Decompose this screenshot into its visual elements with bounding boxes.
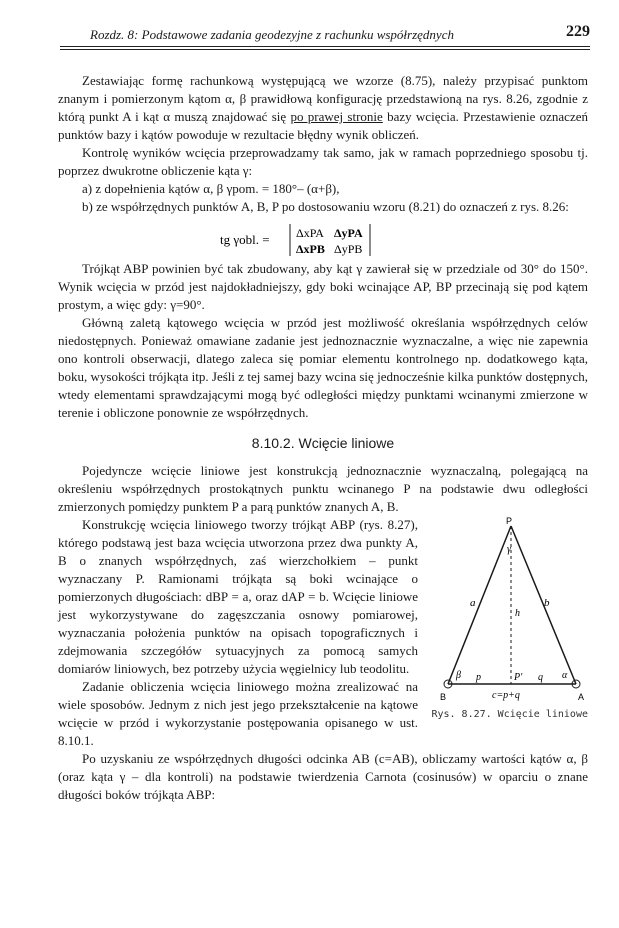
det-r2c2: ΔyPB [334, 242, 363, 256]
paragraph-1 [58, 72, 588, 144]
determinant-formula [58, 220, 588, 256]
label-alpha: α [562, 670, 568, 681]
label-P-prime: P' [514, 672, 523, 683]
running-header [60, 24, 590, 48]
label-beta: β [456, 670, 461, 681]
label-gamma: γ [507, 544, 511, 555]
paragraph-2: Kontrolę wyników wcięcia przeprowadzamy tak samo, jak w ramach poprzedniego sposobu tj. poprzez dwukrotne obliczenie kąta γ: [58, 145, 588, 178]
figure-caption: Rys. 8.27. Wcięcie liniowe [431, 709, 588, 720]
det-r2c1: ΔxPB [296, 242, 325, 256]
label-c: c=p+q [492, 690, 520, 701]
label-h: h [515, 608, 520, 619]
label-p: p [476, 672, 481, 683]
paragraph-8: Po uzyskaniu ze współrzędnych długości odcinka AB (c=AB), obliczamy wartości kątów α, β (oraz kąta γ – dla kontroli) na podstawie twierdzenia Carnota (cosinusów) w oparciu o znane długości boków trójkąta ABP: [58, 751, 588, 802]
formula-lhs: tg γobl. = [220, 232, 270, 247]
page-number: 229 [566, 23, 590, 40]
label-q: q [538, 672, 543, 683]
det-r1c1: ΔxPA [296, 226, 324, 240]
paragraph-4: Główną zaletą kątowego wcięcia w przód jest możliwość określania współrzędnych celów niedostępnych. Ponieważ omawiane zadanie jest jednoznacznie wyznaczalne, a więc nie zapewnia ono kontroli obserwacji, dlatego zaleca się pomiar elementu kontrolnego np. dodatkowego kąta, boku, wysokości trójkąta itp. Jeśli z tej samej bazy wcina się jednocześnie kilka punktów dostępnych, wtedy elementami sprawdzającymi mogą być odległości między punktami wcinanymi zmierzone w terenie i obliczone ponownie ze współrzędnych. [58, 315, 588, 420]
page-body [58, 72, 588, 804]
paragraph-5: Pojedyncze wcięcie liniowe jest konstrukcją jednoznacznie wyznaczalną, polegającą na określeniu współrzędnych prostokątnych punktu wcinanego P na podstawie dwu odległości zmierzonych pomiędzy punktem P a parą punktów znanych A, B. [58, 463, 588, 514]
label-A: A [578, 692, 585, 702]
header-title: Rozdz. 8: Podstawowe zadania geodezyjne z rachunku współrzędnych [90, 27, 454, 42]
paragraph-1-part-b: bazy wcięcia. Przestawienie oznaczeń punktów bazy i kątów powoduje w rezultacie błędny wynik obliczeń. [58, 109, 588, 142]
paragraph-7-start [58, 678, 418, 750]
header-rule-double [60, 49, 590, 50]
label-B: B [440, 692, 447, 702]
figure-wrap [58, 516, 588, 750]
label-a: a [470, 597, 476, 609]
paragraph-3: Trójkąt ABP powinien być tak zbudowany, aby kąt γ zawierał się w przedziale od 30° do 150°. Wynik wcięcia w przód jest najdokładniejszy, gdy boki wcinające AP, BP przecinają się pod kątem prostym, a więc gdy: γ=90°. [58, 261, 588, 312]
header-rule [60, 46, 590, 47]
triangle-figure [426, 516, 596, 716]
paragraph-6: Konstrukcję wcięcia liniowego tworzy trójkąt ABP (rys. 8.27), którego podstawą jest baza wcięcia utworzona przez dwa punkty A, B o znanych współrzędnych, zaś wierzchołkiem – punkt wyznaczany P. Ramionami trójkąta są boki wcinające o pomierzonych długościach: dBP = a, oraz dAP = b. Wcięcie liniowe jest wykorzystywane do zagęszczania osnowy pomiarowej, wyznaczania położenia punktów na opisach topograficznych i zdejmowania szczegółów sytuacyjnych za pomocą samych domiarów liniowych, bez potrzeby użycia węgielnicy lub teodolitu. [58, 517, 418, 676]
paragraph-1-underlined: po prawej stronie [290, 109, 383, 124]
paragraph-7: Zadanie obliczenia wcięcia liniowego można zrealizować na wiele sposobów. Jednym z nich jest jego przekształcenie na kątowe wcięcie w przód i wykorzystanie postępowania opisanego w ust. 8.10.1. [58, 679, 418, 748]
list-item-b: b) ze współrzędnych punktów A, B, P po dostosowaniu wzoru (8.21) do oznaczeń z rys. 8.26: [82, 199, 569, 214]
side-a-line [448, 526, 511, 684]
label-P: P [506, 516, 513, 526]
det-r1c2: ΔyPA [334, 226, 363, 240]
label-b: b [544, 597, 550, 609]
paragraph-1-part-a: Zestawiając formę rachunkową występującą we wzorze (8.75), należy przypisać punktom znanym i pomierzonym kątom α, β prawidłową konfigurację przedstawioną na rys. 8.26, zgodnie z którą punkt A i kąt α muszą znajdować się [58, 73, 588, 124]
list-item-a: a) z dopełnienia kątów α, β γpom. = 180°– (α+β), [82, 181, 340, 196]
determinant-svg [220, 222, 420, 258]
section-title: 8.10.2. Wcięcie liniowe [251, 435, 395, 451]
